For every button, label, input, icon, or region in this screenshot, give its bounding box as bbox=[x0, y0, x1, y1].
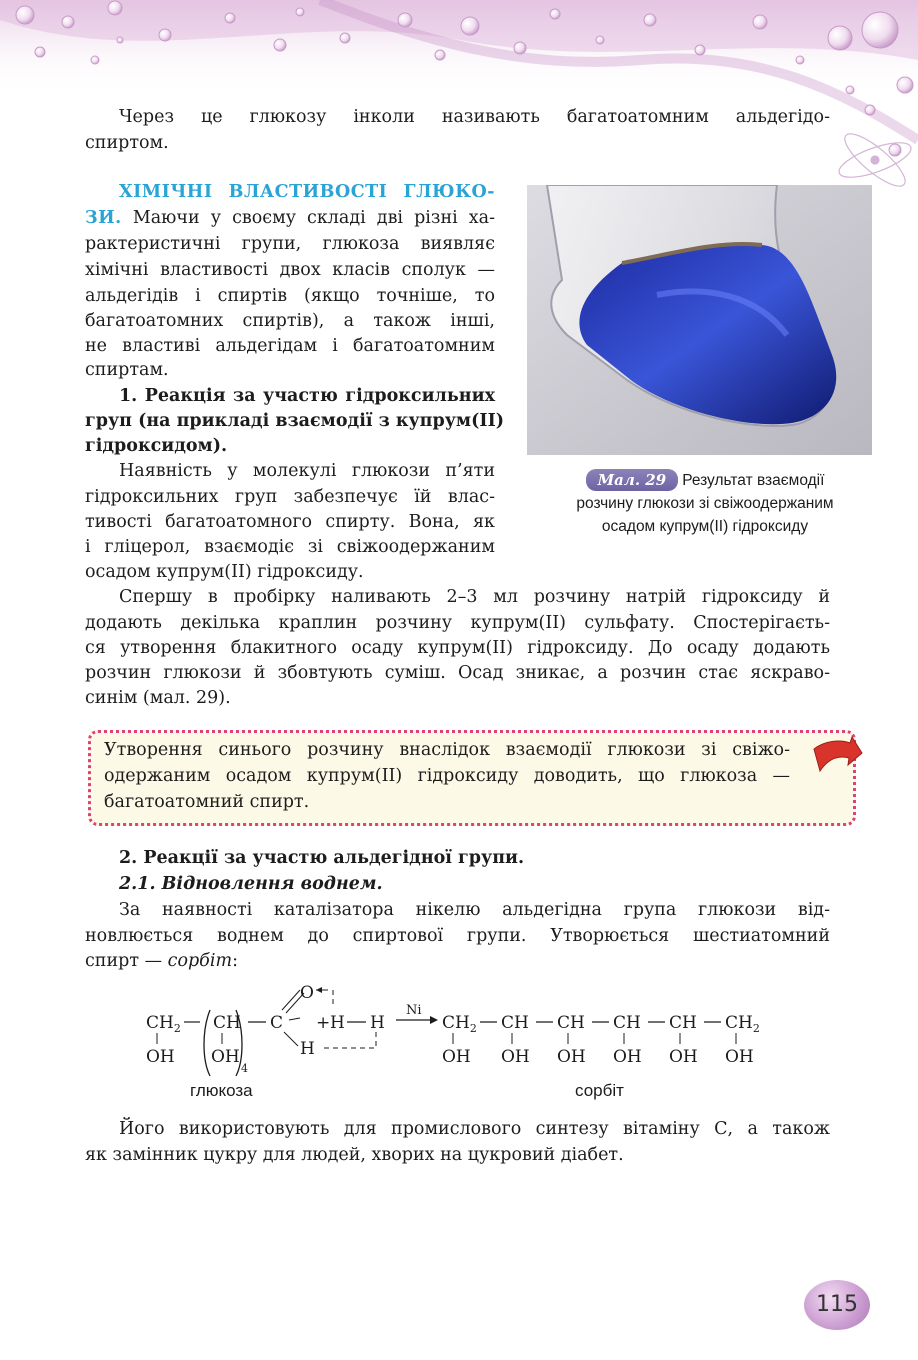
aldehyde-oxygen: O bbox=[300, 983, 314, 1003]
experiment-line: додають декілька краплин розчину купрум(II) сульфату. Спостерігаєть- bbox=[85, 613, 830, 633]
experiment-line: Спершу в пробірку наливають 2–3 мл розчину натрій гідроксиду й bbox=[119, 587, 830, 607]
reaction2-heading: 2. Реакції за участю альдегідної групи. bbox=[119, 848, 525, 868]
reaction2-line: За наявності каталізатора нікелю альдегідна група глюкози від- bbox=[119, 900, 830, 920]
chem-props-line: хімічні властивості двох класів сполук — bbox=[85, 260, 495, 280]
glucose-oh: OH bbox=[211, 1047, 240, 1067]
glucose-hydrogenation-equation bbox=[140, 980, 780, 1105]
chem-props-line: альдегідів і спиртів (якщо точніше, то bbox=[85, 286, 495, 306]
subscript-2: 2 bbox=[173, 1022, 181, 1035]
sorbitol-oh: OH bbox=[442, 1047, 471, 1067]
sorbitol-structure bbox=[442, 1013, 760, 1067]
chem-props-line: багатоатомних спиртів), а також інші, bbox=[85, 311, 495, 331]
reaction2-colon: : bbox=[232, 951, 238, 971]
subscript-2: 2 bbox=[752, 1022, 760, 1035]
figure-caption bbox=[540, 469, 870, 538]
callout-line-1: Утворення синього розчину внаслідок взаємодії глюкози зі свіжо- bbox=[104, 740, 790, 760]
aldehyde-hydrogen: H bbox=[300, 1039, 315, 1059]
chem-props-heading-end: ЗИ. bbox=[85, 208, 122, 228]
chem-props-last-line: спиртам. bbox=[85, 360, 169, 380]
decorative-bubbles-banner bbox=[0, 0, 918, 200]
sorbitol-oh: OH bbox=[501, 1047, 530, 1067]
reaction1-heading-line-1: 1. Реакція за участю гідроксильних bbox=[119, 386, 495, 406]
reaction1-heading-line-3: гідроксидом). bbox=[85, 436, 228, 456]
test-tube-photo bbox=[527, 185, 872, 455]
reaction1-line: тивості багатоатомного спирту. Вона, як bbox=[85, 512, 495, 532]
sorbitol-ch: CH bbox=[557, 1013, 585, 1033]
sorbitol-oh: OH bbox=[669, 1047, 698, 1067]
reaction1-line: і гліцерол, взаємодіє зі свіжоодержаним bbox=[85, 537, 495, 557]
reaction2-line: новлюється воднем до спиртової групи. Утворюється шестиатомний bbox=[85, 926, 830, 946]
reaction1-heading-line-2: груп (на прикладі взаємодії з купрум(II) bbox=[85, 411, 505, 431]
sorbitol-oh: OH bbox=[557, 1047, 586, 1067]
glucose-oh: OH bbox=[146, 1047, 175, 1067]
chem-props-line: рактеристичні групи, глюкоза виявляє bbox=[85, 234, 495, 254]
callout-line-3: багатоатомний спирт. bbox=[104, 792, 310, 812]
glucose-label: глюкоза bbox=[190, 1081, 253, 1100]
bookmark-arrow-icon bbox=[812, 735, 864, 777]
sorbitol-term: сорбіт bbox=[167, 951, 233, 971]
plus-sign: + bbox=[316, 1013, 331, 1033]
reaction2-last-line bbox=[85, 949, 238, 975]
figure-caption-line-1: Результат взаємодії bbox=[682, 472, 825, 489]
subscript-4: 4 bbox=[241, 1062, 248, 1075]
figure-caption-line-2: розчину глюкози зі свіжоодержаним bbox=[576, 495, 834, 512]
sorbitol-oh: OH bbox=[613, 1047, 642, 1067]
reaction1-last-line: осадом купрум(II) гідроксиду. bbox=[85, 562, 364, 582]
sorbitol-ch: CH bbox=[613, 1013, 641, 1033]
callout-line-2: одержаним осадом купрум(II) гідроксиду доводить, що глюкоза — bbox=[104, 766, 790, 786]
figure-caption-line-3: осадом купрум(II) гідроксиду bbox=[601, 518, 809, 535]
reaction1-line: гідроксильних груп забезпечує їй влас- bbox=[85, 487, 495, 507]
usage-line-2: як замінник цукру для людей, хворих на цукровий діабет. bbox=[85, 1145, 624, 1165]
hydrogen-1: H bbox=[330, 1013, 345, 1033]
aldehyde-carbon: C bbox=[270, 1013, 284, 1033]
svg-text:CH2 bbox=[146, 1013, 181, 1035]
sorbitol-ch2: CH bbox=[725, 1013, 753, 1033]
sorbitol-oh: OH bbox=[725, 1047, 754, 1067]
hydrogen-2: H bbox=[370, 1013, 385, 1033]
usage-line-1: Його використовують для промислового синтезу вітаміну С, а також bbox=[119, 1119, 830, 1139]
intro-line-1: Через це глюкозу інколи називають багатоатомним альдегідо- bbox=[119, 107, 830, 127]
glucose-ch: CH bbox=[213, 1013, 241, 1033]
chem-props-heading-line-1 bbox=[85, 180, 495, 206]
conclusion-callout-text bbox=[104, 737, 790, 815]
experiment-last-line: синім (мал. 29). bbox=[85, 688, 231, 708]
reaction2-subheading: 2.1. Відновлення воднем. bbox=[119, 874, 383, 894]
sorbitol-ch2: CH bbox=[442, 1013, 470, 1033]
chem-props-heading: ХІМІЧНІ ВЛАСТИВОСТІ ГЛЮКО- bbox=[119, 182, 495, 202]
reaction1-line: Наявність у молекулі глюкози п’яти bbox=[119, 461, 495, 481]
experiment-line: розчин глюкози й збовтують суміш. Осад зникає, а розчин стає яскраво- bbox=[85, 663, 830, 683]
reaction-arrow bbox=[396, 1003, 438, 1024]
glucose-structure bbox=[146, 983, 385, 1076]
page-number: 115 bbox=[804, 1280, 870, 1330]
figure-badge: Мал. 29 bbox=[586, 469, 679, 491]
sorbitol-ch: CH bbox=[501, 1013, 529, 1033]
reaction2-last-line-text: спирт — bbox=[85, 951, 168, 971]
catalyst-ni: Ni bbox=[406, 1003, 422, 1018]
intro-line-2: спиртом. bbox=[85, 133, 169, 153]
subscript-2: 2 bbox=[469, 1022, 477, 1035]
sorbitol-ch: CH bbox=[669, 1013, 697, 1033]
glucose-ch2: CH bbox=[146, 1013, 174, 1033]
chem-props-line-2-text: Маючи у своєму складі дві різні ха- bbox=[121, 208, 495, 228]
sorbitol-label: сорбіт bbox=[575, 1081, 624, 1100]
chem-props-line: не властиві альдегідам і багатоатомним bbox=[85, 336, 495, 356]
chem-props-line-2 bbox=[85, 206, 495, 232]
experiment-line: ся утворення блакитного осаду купрум(II) гідроксиду. До осаду додають bbox=[85, 638, 830, 658]
svg-text:CH2 bbox=[725, 1013, 760, 1035]
svg-text:CH2 bbox=[442, 1013, 477, 1035]
